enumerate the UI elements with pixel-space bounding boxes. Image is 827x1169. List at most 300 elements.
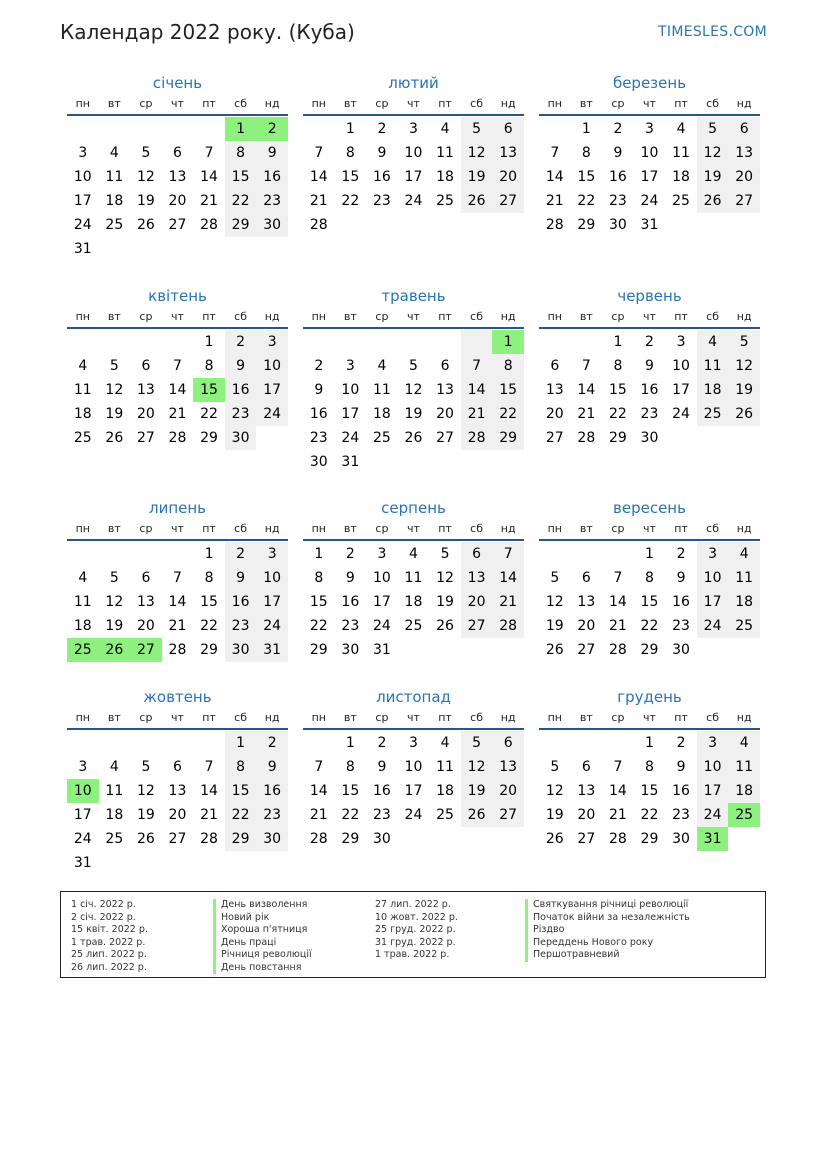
- weekday-label: пн: [547, 97, 562, 110]
- day-cell: 25: [73, 430, 92, 446]
- day-cell: 11: [372, 382, 391, 398]
- month-name: січень: [152, 74, 203, 92]
- weekday-label: нд: [264, 97, 280, 110]
- empty-cell: [162, 542, 194, 566]
- day-cell: 21: [168, 406, 187, 422]
- holiday-legend: [60, 891, 766, 978]
- day-cell: 28: [608, 831, 627, 847]
- day-cell: 6: [581, 759, 591, 775]
- legend-date: 15 квіт. 2022 р.: [71, 924, 148, 935]
- weekday-label: сб: [234, 522, 248, 535]
- day-cell: 12: [697, 141, 729, 165]
- day-cell: 6: [173, 759, 182, 775]
- weekday-label: сб: [706, 97, 720, 110]
- weekday-label: нд: [264, 522, 280, 535]
- legend-date: 31 груд. 2022 р.: [375, 936, 456, 948]
- day-cell: 9: [676, 570, 686, 586]
- day-cell: 19: [697, 165, 729, 189]
- weekday-label: чт: [407, 97, 420, 110]
- weekday-label: ср: [611, 711, 625, 724]
- day-grid: [539, 117, 760, 237]
- day-cell: 1: [204, 546, 214, 562]
- weekday-label: пн: [311, 711, 326, 724]
- month-8: [303, 497, 524, 662]
- weekday-header: [539, 519, 760, 541]
- day-cell: 8: [581, 145, 591, 161]
- day-cell: 8: [345, 145, 355, 161]
- empty-cell: [130, 117, 162, 141]
- day-cell: 30: [309, 454, 328, 470]
- day-cell: 9: [256, 755, 288, 779]
- day-cell: 11: [73, 594, 92, 610]
- holiday-day-cell: 2: [256, 117, 288, 141]
- day-cell: 24: [341, 430, 360, 446]
- day-cell: 2: [314, 358, 324, 374]
- day-cell: 5: [141, 759, 151, 775]
- day-cell: 6: [492, 731, 524, 755]
- weekday-label: чт: [171, 522, 184, 535]
- weekday-label: сб: [470, 522, 484, 535]
- weekday-header: [303, 307, 524, 329]
- day-cell: 26: [136, 217, 155, 233]
- day-cell: 15: [341, 169, 360, 185]
- day-cell: 18: [728, 779, 760, 803]
- day-cell: 25: [436, 193, 454, 209]
- day-cell: 11: [105, 169, 124, 185]
- day-cell: 7: [492, 542, 524, 566]
- weekday-header: [303, 708, 524, 730]
- weekday-label: сб: [706, 310, 720, 323]
- day-cell: 1: [204, 334, 214, 350]
- day-cell: 3: [676, 334, 686, 350]
- day-cell: 10: [640, 145, 659, 161]
- day-cell: 6: [492, 117, 524, 141]
- holiday-day-cell: 26: [99, 638, 131, 662]
- legend-holiday-name: День визволення: [213, 899, 312, 912]
- empty-cell: [67, 117, 99, 141]
- day-cell: 29: [640, 831, 659, 847]
- weekday-label: пн: [311, 522, 326, 535]
- day-cell: 14: [577, 382, 596, 398]
- day-cell: 7: [613, 570, 623, 586]
- day-cell: 15: [640, 783, 659, 799]
- day-cell: 28: [545, 217, 564, 233]
- day-cell: 12: [404, 382, 423, 398]
- day-cell: 31: [341, 454, 360, 470]
- legend-holiday-name: Новий рік: [213, 912, 312, 925]
- day-grid: [303, 731, 524, 851]
- day-cell: 14: [168, 594, 187, 610]
- day-cell: 31: [73, 241, 92, 257]
- day-cell: 22: [225, 803, 257, 827]
- legend-date: 1 трав. 2022 р.: [375, 949, 450, 960]
- day-cell: 4: [377, 358, 387, 374]
- day-cell: 7: [461, 354, 493, 378]
- day-cell: 22: [341, 193, 360, 209]
- day-cell: 27: [492, 803, 524, 827]
- day-cell: 5: [461, 117, 493, 141]
- day-cell: 8: [225, 755, 257, 779]
- day-cell: 20: [577, 618, 596, 634]
- legend-date: 27 лип. 2022 р.: [375, 899, 451, 910]
- day-cell: 28: [200, 831, 218, 847]
- day-cell: 9: [256, 141, 288, 165]
- day-cell: 30: [256, 827, 288, 851]
- day-cell: 25: [404, 618, 423, 634]
- day-cell: 28: [577, 430, 596, 446]
- day-cell: 16: [672, 783, 690, 799]
- day-cell: 4: [440, 735, 450, 751]
- weekday-label: ср: [375, 97, 389, 110]
- day-cell: 7: [613, 759, 623, 775]
- day-cell: 17: [256, 590, 288, 614]
- day-cell: 14: [309, 783, 328, 799]
- day-cell: 27: [577, 831, 596, 847]
- day-cell: 13: [577, 594, 596, 610]
- month-name: травень: [381, 287, 446, 305]
- weekday-label: ср: [139, 711, 153, 724]
- day-cell: 12: [545, 783, 564, 799]
- day-cell: 6: [141, 358, 151, 374]
- day-cell: 28: [309, 217, 328, 233]
- day-cell: 11: [404, 570, 423, 586]
- weekday-label: пн: [311, 97, 326, 110]
- day-cell: 30: [640, 430, 659, 446]
- day-cell: 18: [404, 594, 423, 610]
- weekday-label: пн: [75, 522, 90, 535]
- day-cell: 25: [436, 807, 454, 823]
- day-cell: 6: [141, 570, 151, 586]
- day-cell: 9: [377, 145, 387, 161]
- day-cell: 10: [672, 358, 690, 374]
- weekday-label: пт: [674, 97, 688, 110]
- legend-date: 10 жовт. 2022 р.: [375, 911, 458, 923]
- day-cell: 27: [168, 831, 187, 847]
- day-grid: [303, 330, 524, 474]
- day-cell: 17: [672, 382, 690, 398]
- day-cell: 25: [728, 614, 760, 638]
- day-cell: 2: [377, 735, 387, 751]
- weekday-label: ср: [375, 522, 389, 535]
- day-cell: 9: [613, 145, 623, 161]
- day-cell: 19: [461, 165, 493, 189]
- day-cell: 23: [672, 807, 690, 823]
- holiday-day-cell: 1: [225, 117, 257, 141]
- weekday-label: пт: [202, 97, 216, 110]
- day-cell: 23: [608, 193, 627, 209]
- day-cell: 16: [225, 378, 257, 402]
- day-cell: 3: [78, 145, 88, 161]
- day-cell: 26: [545, 642, 564, 658]
- day-cell: 29: [341, 831, 360, 847]
- day-cell: 21: [492, 590, 524, 614]
- month-9: [539, 497, 760, 662]
- day-cell: 22: [225, 189, 257, 213]
- day-cell: 5: [550, 759, 560, 775]
- day-cell: 10: [404, 759, 423, 775]
- day-cell: 26: [105, 430, 124, 446]
- weekday-label: пт: [674, 522, 688, 535]
- weekday-label: вт: [107, 97, 121, 110]
- empty-cell: [162, 731, 194, 755]
- day-cell: 10: [372, 570, 391, 586]
- day-cell: 9: [345, 570, 355, 586]
- day-cell: 13: [492, 755, 524, 779]
- day-cell: 7: [173, 570, 182, 586]
- day-cell: 16: [256, 779, 288, 803]
- day-cell: 19: [545, 807, 564, 823]
- weekday-label: ср: [375, 310, 389, 323]
- day-cell: 4: [109, 759, 119, 775]
- day-cell: 8: [204, 570, 214, 586]
- day-cell: 1: [645, 735, 654, 751]
- empty-cell: [539, 117, 571, 141]
- day-cell: 17: [256, 378, 288, 402]
- weekday-label: пн: [75, 310, 90, 323]
- day-cell: 22: [608, 406, 627, 422]
- day-cell: 13: [577, 783, 596, 799]
- empty-cell: [99, 330, 131, 354]
- day-cell: 9: [314, 382, 324, 398]
- weekday-label: вт: [579, 522, 593, 535]
- month-name: квітень: [148, 287, 207, 305]
- weekday-label: чт: [407, 711, 420, 724]
- day-cell: 18: [372, 406, 391, 422]
- day-cell: 21: [309, 193, 328, 209]
- day-cell: 18: [105, 193, 124, 209]
- empty-cell: [429, 330, 461, 354]
- day-cell: 24: [697, 803, 729, 827]
- legend-names-left: [213, 899, 312, 974]
- day-cell: 11: [73, 382, 92, 398]
- day-cell: 19: [136, 807, 155, 823]
- day-cell: 22: [341, 807, 360, 823]
- empty-cell: [193, 117, 225, 141]
- day-grid: [539, 542, 760, 662]
- weekday-header: [539, 708, 760, 730]
- legend-holiday-name: Переддень Нового року: [525, 937, 690, 950]
- day-cell: 15: [640, 594, 659, 610]
- day-cell: 16: [372, 169, 391, 185]
- day-cell: 13: [728, 141, 760, 165]
- day-cell: 17: [404, 783, 423, 799]
- weekday-label: вт: [579, 711, 593, 724]
- day-cell: 8: [225, 141, 257, 165]
- weekday-label: чт: [171, 310, 184, 323]
- day-cell: 10: [697, 566, 729, 590]
- empty-cell: [303, 731, 335, 755]
- day-cell: 4: [440, 121, 450, 137]
- day-cell: 12: [461, 755, 493, 779]
- weekday-label: пт: [438, 310, 452, 323]
- day-cell: 22: [640, 807, 659, 823]
- empty-cell: [602, 542, 634, 566]
- day-cell: 18: [73, 406, 92, 422]
- brand-link[interactable]: TIMESLES.COM: [658, 24, 767, 40]
- day-cell: 12: [136, 783, 155, 799]
- day-cell: 28: [492, 614, 524, 638]
- day-cell: 25: [105, 217, 124, 233]
- day-cell: 14: [200, 169, 218, 185]
- legend-date: 1 січ. 2022 р.: [71, 899, 136, 910]
- weekday-label: чт: [407, 522, 420, 535]
- day-cell: 26: [136, 831, 155, 847]
- day-cell: 1: [225, 731, 257, 755]
- day-cell: 22: [640, 618, 659, 634]
- day-cell: 11: [728, 566, 760, 590]
- day-cell: 8: [314, 570, 324, 586]
- day-cell: 26: [436, 618, 454, 634]
- day-cell: 3: [345, 358, 355, 374]
- day-cell: 14: [461, 378, 493, 402]
- day-cell: 17: [697, 590, 729, 614]
- day-cell: 19: [436, 594, 454, 610]
- day-cell: 23: [372, 193, 391, 209]
- day-cell: 23: [256, 189, 288, 213]
- day-cell: 16: [256, 165, 288, 189]
- month-name: грудень: [617, 688, 682, 706]
- holiday-day-cell: 1: [492, 330, 524, 354]
- weekday-label: вт: [343, 522, 357, 535]
- day-cell: 7: [204, 759, 214, 775]
- day-grid: [67, 731, 288, 875]
- day-cell: 14: [608, 594, 627, 610]
- month-10: [67, 686, 288, 875]
- day-cell: 12: [461, 141, 493, 165]
- day-cell: 23: [225, 614, 257, 638]
- weekday-label: вт: [579, 310, 593, 323]
- day-cell: 16: [309, 406, 328, 422]
- empty-cell: [571, 330, 603, 354]
- day-cell: 16: [672, 594, 690, 610]
- day-cell: 15: [225, 165, 257, 189]
- empty-cell: [461, 330, 493, 354]
- weekday-label: сб: [706, 711, 720, 724]
- legend-holiday-name: Хороша п'ятниця: [213, 924, 312, 937]
- month-name: жовтень: [143, 688, 212, 706]
- day-cell: 2: [256, 731, 288, 755]
- day-cell: 7: [173, 358, 182, 374]
- day-cell: 16: [225, 590, 257, 614]
- empty-cell: [67, 731, 99, 755]
- day-cell: 21: [200, 807, 218, 823]
- day-cell: 3: [256, 330, 288, 354]
- day-cell: 7: [314, 759, 324, 775]
- day-cell: 12: [136, 169, 155, 185]
- empty-cell: [303, 117, 335, 141]
- day-cell: 20: [728, 165, 760, 189]
- day-cell: 9: [676, 759, 686, 775]
- month-name: лютий: [388, 74, 439, 92]
- day-grid: [67, 542, 288, 662]
- legend-dates-left: [71, 899, 148, 974]
- page-title: Календар 2022 року. (Куба): [60, 20, 355, 44]
- empty-cell: [366, 330, 398, 354]
- day-cell: 1: [314, 546, 324, 562]
- day-cell: 7: [581, 358, 591, 374]
- day-cell: 29: [309, 642, 328, 658]
- day-cell: 10: [73, 169, 92, 185]
- day-cell: 3: [645, 121, 654, 137]
- day-cell: 5: [697, 117, 729, 141]
- day-cell: 24: [640, 193, 659, 209]
- weekday-label: нд: [264, 310, 280, 323]
- weekday-label: ср: [611, 97, 625, 110]
- day-cell: 29: [492, 426, 524, 450]
- day-cell: 31: [372, 642, 391, 658]
- day-cell: 23: [256, 803, 288, 827]
- weekday-label: сб: [470, 310, 484, 323]
- empty-cell: [162, 117, 194, 141]
- day-cell: 6: [728, 117, 760, 141]
- day-cell: 16: [608, 169, 627, 185]
- day-grid: [67, 330, 288, 450]
- day-cell: 22: [492, 402, 524, 426]
- day-cell: 27: [545, 430, 564, 446]
- day-cell: 21: [577, 406, 596, 422]
- day-cell: 18: [697, 378, 729, 402]
- day-cell: 4: [676, 121, 686, 137]
- weekday-label: ср: [139, 522, 153, 535]
- weekday-label: нд: [736, 522, 752, 535]
- day-cell: 17: [640, 169, 659, 185]
- legend-date: 25 груд. 2022 р.: [375, 924, 456, 935]
- day-cell: 2: [377, 121, 387, 137]
- weekday-label: сб: [706, 522, 720, 535]
- weekday-label: чт: [171, 97, 184, 110]
- day-cell: 24: [372, 618, 391, 634]
- day-cell: 3: [377, 546, 387, 562]
- day-cell: 26: [697, 189, 729, 213]
- legend-holiday-name: Святкування річниці революції: [525, 899, 690, 912]
- day-cell: 5: [461, 731, 493, 755]
- holiday-day-cell: 25: [67, 638, 99, 662]
- day-cell: 25: [672, 193, 690, 209]
- day-cell: 12: [728, 354, 760, 378]
- weekday-label: пт: [438, 711, 452, 724]
- empty-cell: [99, 117, 131, 141]
- day-cell: 20: [136, 406, 155, 422]
- day-cell: 2: [645, 334, 654, 350]
- day-cell: 16: [640, 382, 659, 398]
- weekday-label: вт: [107, 522, 121, 535]
- weekday-header: [303, 519, 524, 541]
- day-cell: 1: [613, 334, 623, 350]
- weekday-label: ср: [139, 310, 153, 323]
- empty-cell: [130, 330, 162, 354]
- weekday-label: нд: [736, 711, 752, 724]
- day-grid: [67, 117, 288, 261]
- day-cell: 27: [461, 614, 493, 638]
- legend-holiday-name: Річниця революції: [213, 949, 312, 962]
- day-cell: 16: [341, 594, 360, 610]
- legend-date: 1 трав. 2022 р.: [71, 936, 146, 948]
- month-name: вересень: [613, 499, 686, 517]
- day-cell: 10: [697, 755, 729, 779]
- day-cell: 31: [73, 855, 92, 871]
- weekday-label: нд: [500, 522, 516, 535]
- day-cell: 27: [577, 642, 596, 658]
- day-cell: 30: [608, 217, 627, 233]
- day-cell: 21: [545, 193, 564, 209]
- day-cell: 18: [73, 618, 92, 634]
- day-cell: 28: [608, 642, 627, 658]
- day-cell: 4: [697, 330, 729, 354]
- day-cell: 21: [608, 618, 627, 634]
- day-cell: 3: [409, 735, 418, 751]
- weekday-label: пн: [75, 711, 90, 724]
- day-cell: 29: [640, 642, 659, 658]
